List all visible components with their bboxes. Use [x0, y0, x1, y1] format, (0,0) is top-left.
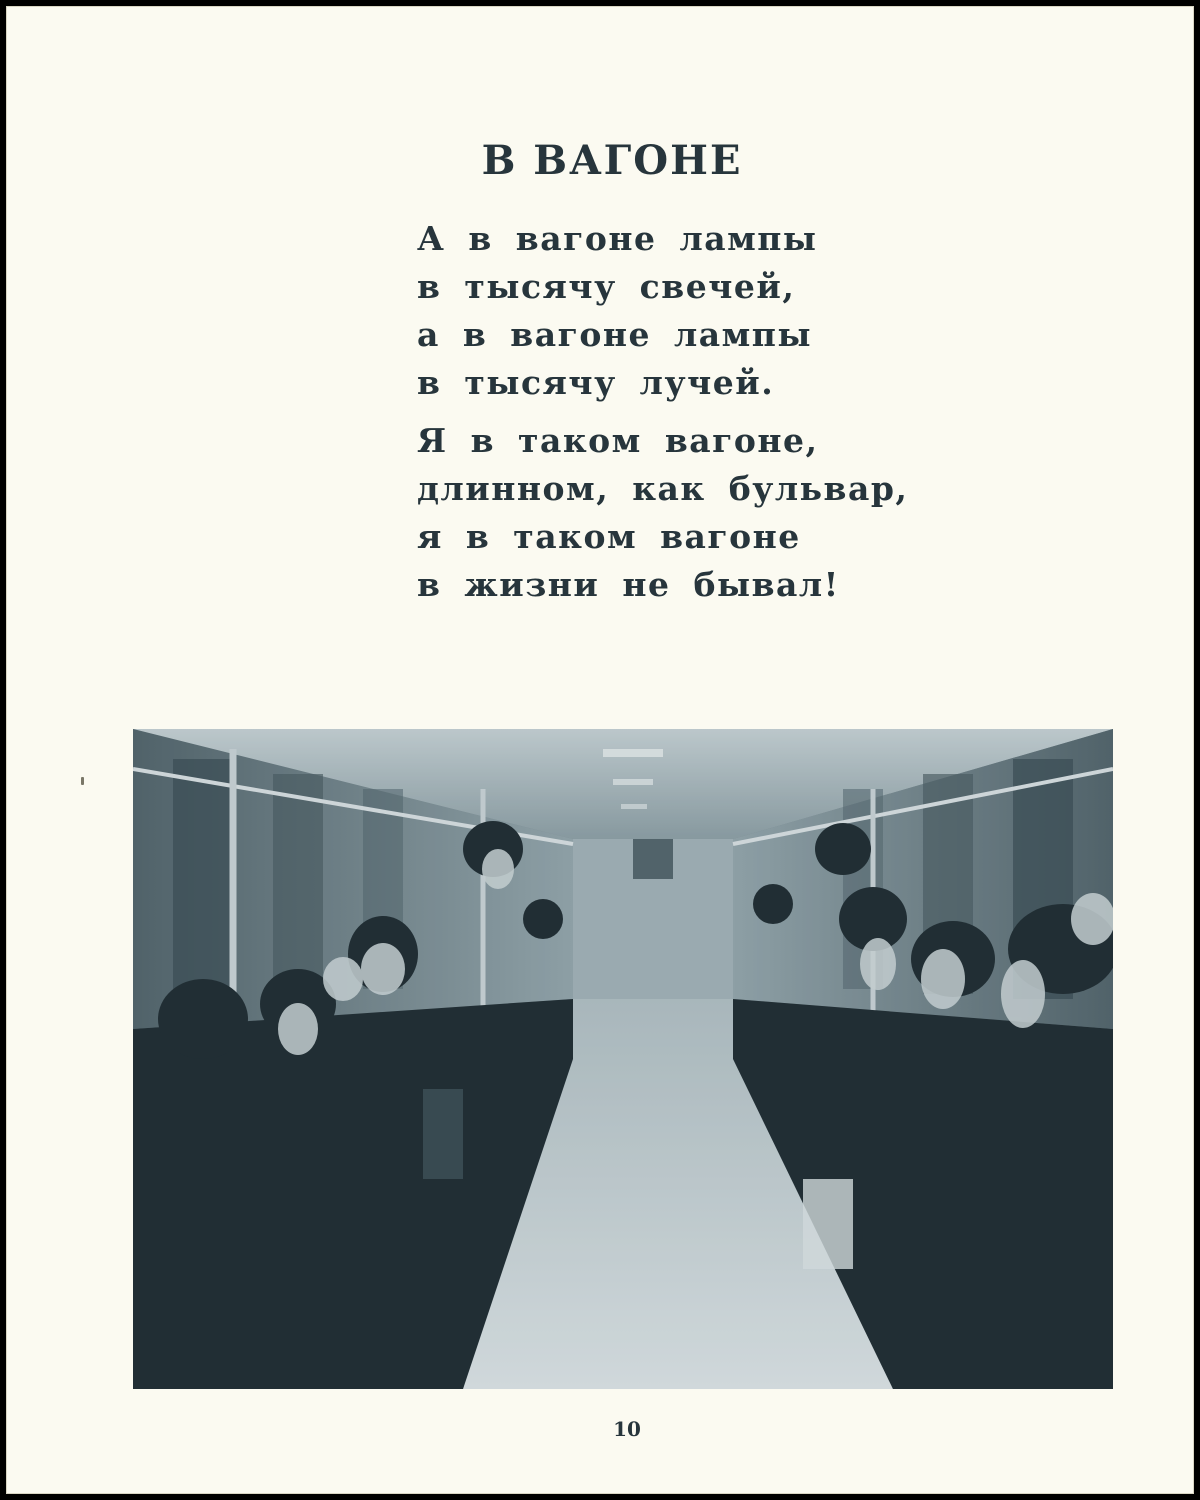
- poem-title: В ВАГОНЕ: [481, 137, 743, 184]
- book-page: [6, 6, 1194, 1494]
- poem-line: в жизни не бывал!: [417, 565, 840, 604]
- poem-line: а в вагоне лампы: [417, 315, 813, 354]
- poem-line: Я в таком вагоне,: [417, 421, 819, 460]
- page-number: 10: [613, 1417, 641, 1441]
- paper-speck: [81, 777, 84, 785]
- poem-line: в тысячу свечей,: [417, 267, 796, 306]
- poem-line: длинном, как бульвар,: [417, 469, 909, 508]
- poem-stanza-2: [417, 417, 908, 609]
- poem-line: А в вагоне лампы: [417, 219, 818, 258]
- metro-car-photo: [133, 729, 1113, 1389]
- poem-line: я в таком вагоне: [417, 517, 801, 556]
- poem-line: в тысячу лучей.: [417, 363, 775, 402]
- poem-stanza-1: [417, 215, 818, 407]
